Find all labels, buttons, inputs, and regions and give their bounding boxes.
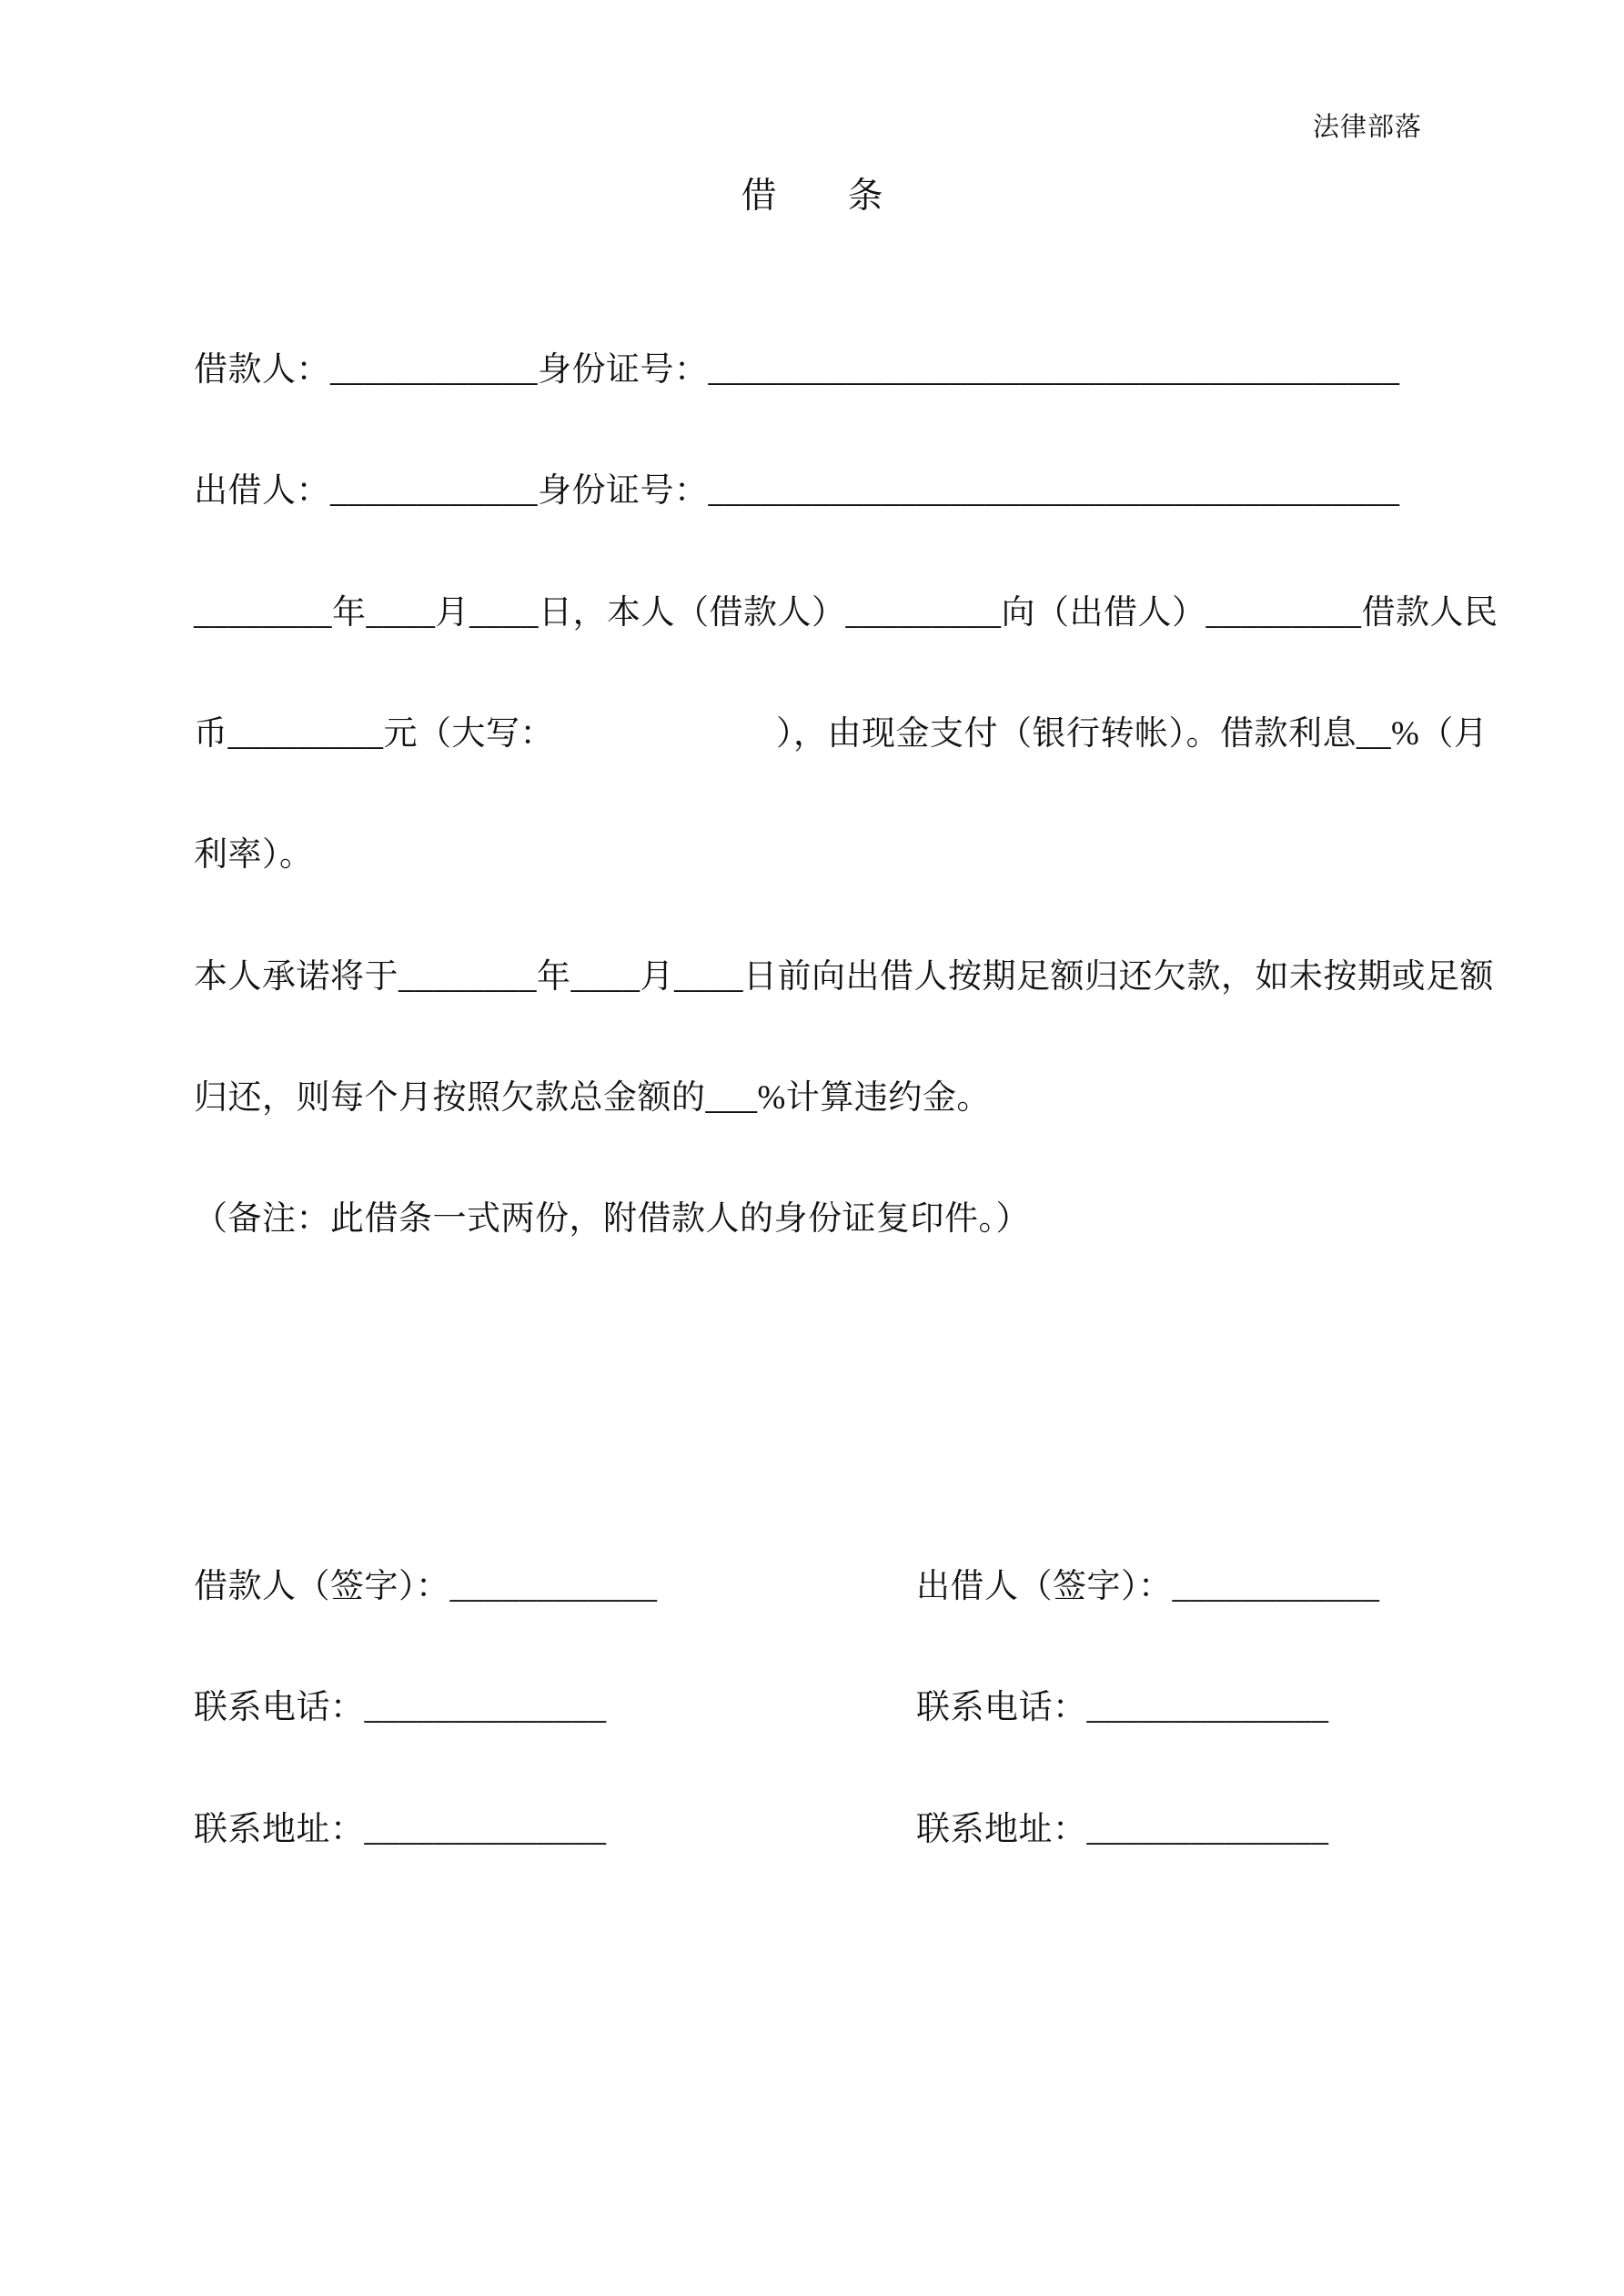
repayment-promise-line-1: 本人承诺将于________年____月____日前向出借人按期足额归还欠款，如未按期或足额: [194, 958, 1494, 996]
lender-phone-line: 联系电话：______________: [916, 1689, 1329, 1726]
loan-statement-line-3: 利率）。: [194, 836, 314, 874]
site-watermark: 法律部落: [1313, 113, 1423, 142]
borrower-address-line: 联系地址：______________: [194, 1811, 607, 1848]
remark-line: （备注：此借条一式两份，附借款人的身份证复印件。）: [194, 1200, 1030, 1238]
lender-address-line: 联系地址：______________: [916, 1811, 1329, 1848]
repayment-promise-line-2: 归还，则每个月按照欠款总金额的___%计算违约金。: [194, 1079, 991, 1117]
document-title: 借 条: [741, 177, 883, 216]
lender-signature-line: 出借人（签字）：____________: [916, 1568, 1380, 1605]
lender-id-line: 出借人：____________身份证号：________________________________________: [194, 472, 1400, 510]
loan-statement-line-2: 币_________元（大写： ），由现金支付（银行转帐）。借款利息__%（月: [194, 715, 1488, 753]
loan-statement-line-1: ________年____月____日，本人（借款人）_________向（出借人）_________借款人民: [194, 594, 1498, 632]
borrower-id-line: 借款人：____________身份证号：________________________________________: [194, 351, 1400, 389]
borrower-signature-line: 借款人（签字）：____________: [194, 1568, 658, 1605]
borrower-phone-line: 联系电话：______________: [194, 1689, 607, 1726]
